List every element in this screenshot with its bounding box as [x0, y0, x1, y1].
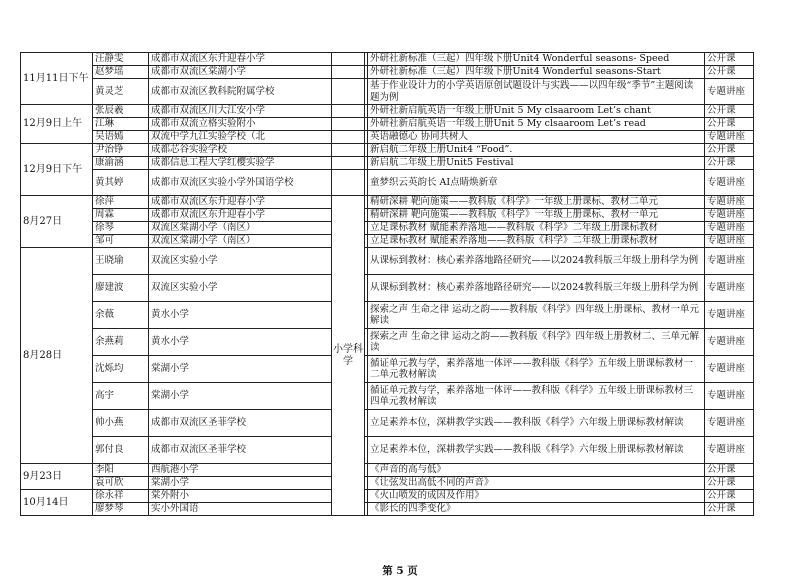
table-row: [21, 66, 754, 79]
school-name: 黄水小学: [149, 329, 332, 356]
session-type: 专题讲座: [705, 356, 754, 383]
teacher-name: 廖建波: [93, 275, 149, 302]
subject-cell: [332, 53, 365, 66]
session-type: 公开课: [705, 105, 754, 118]
session-date: 8月27日: [21, 196, 93, 248]
topic-title: 外研社新启航英语一年级上册Unit 5 My clsaaroom Let’s chant: [368, 105, 705, 118]
table-row: [21, 490, 754, 503]
session-date: 10月14日: [21, 490, 93, 516]
session-type: 专题讲座: [705, 196, 754, 209]
teacher-name: 江琳: [93, 118, 149, 131]
session-type: 公开课: [705, 503, 754, 516]
session-type: 公开课: [705, 53, 754, 66]
schedule-sheet: [20, 52, 746, 516]
topic-title: 立足课标教材 赋能素养落地——教科版《科学》二年级上册课标教材: [368, 235, 705, 248]
teacher-name: 周霖: [93, 209, 149, 222]
session-type: 专题讲座: [705, 410, 754, 437]
table-row: [21, 105, 754, 118]
school-name: 成都市双流区圣菲学校: [149, 410, 332, 437]
session-type: 公开课: [705, 144, 754, 157]
session-type: 公开课: [705, 477, 754, 490]
school-name: 成都市双流立格实验附小: [149, 118, 332, 131]
teacher-name: 徐萍: [93, 196, 149, 209]
teacher-name: 郭付良: [93, 437, 149, 464]
table-row: [21, 464, 754, 477]
school-name: 成都芯谷实验学校: [149, 144, 332, 157]
subject-cell: [332, 118, 365, 131]
table-row: [21, 410, 754, 437]
school-name: 双流中学九江实验学校（北: [149, 131, 332, 144]
table-row: [21, 235, 754, 248]
topic-title: 立足素养本位，深耕教学实践——教科版《科学》六年级上册课标教材解读: [368, 437, 705, 464]
topic-title: 探索之声 生命之律 运动之韵——教科版《科学》四年级上册教材二、三单元解读: [368, 329, 705, 356]
subject-cell: [332, 144, 365, 157]
topic-title: 外研社新标准（三起）四年级下册Unit4 Wonderful seasons-Start: [368, 66, 705, 79]
teacher-name: 黄灵芝: [93, 79, 149, 105]
session-date: 8月28日: [21, 248, 93, 464]
school-name: 成都市双流区教科院附属学校: [149, 79, 332, 105]
teacher-name: 黄其婷: [93, 170, 149, 196]
table-row: [21, 53, 754, 66]
teacher-name: 廖梦琴: [93, 503, 149, 516]
teacher-name: 李阳: [93, 464, 149, 477]
session-type: 专题讲座: [705, 209, 754, 222]
session-type: 专题讲座: [705, 79, 754, 105]
school-name: 成都市双流区东升迎春小学: [149, 196, 332, 209]
subject-cell: [332, 157, 365, 170]
topic-title: 英语融德心 协同共树人: [368, 131, 705, 144]
table-row: [21, 329, 754, 356]
table-row: [21, 79, 754, 105]
teacher-name: 王晓瑜: [93, 248, 149, 275]
subject-cell: [332, 105, 365, 118]
topic-title: 外研社新启航英语一年级上册Unit 5 My clsaaroom Let’s read: [368, 118, 705, 131]
school-name: 棠湖小学: [149, 383, 332, 410]
topic-title: 童梦织云英韵长 AI点睛焕新章: [368, 170, 705, 196]
school-name: 双流区棠湖小学（南区）: [149, 222, 332, 235]
table-row: [21, 222, 754, 235]
school-name: 成都市双流区东升迎春小学: [149, 209, 332, 222]
topic-title: 探索之声 生命之律 运动之韵——教科版《科学》四年级上册课标、教材一单元解读: [368, 302, 705, 329]
teacher-name: 汪静雯: [93, 53, 149, 66]
subject-cell: [332, 66, 365, 79]
session-type: 公开课: [705, 66, 754, 79]
subject-cell: [332, 131, 365, 144]
school-name: 成都市双流区实验小学外国语学校: [149, 170, 332, 196]
page-number: 第 5 页: [382, 565, 418, 577]
table-row: [21, 157, 754, 170]
school-name: 成都市双流区棠湖小学: [149, 66, 332, 79]
table-row: [21, 477, 754, 490]
teacher-name: 赵梦瑶: [93, 66, 149, 79]
table-row: [21, 275, 754, 302]
teacher-name: 尹治铮: [93, 144, 149, 157]
topic-title: 循证单元教与学，素养落地一体评——教科版《科学》五年级上册课标教材三四单元教材解读: [368, 383, 705, 410]
session-type: 专题讲座: [705, 222, 754, 235]
teacher-name: 帅小燕: [93, 410, 149, 437]
session-type: 公开课: [705, 157, 754, 170]
table-row: [21, 356, 754, 383]
teacher-name: 沈烁均: [93, 356, 149, 383]
topic-title: 精研深耕 靶向施策——教科版《科学》一年级上册课标、教材一单元: [368, 209, 705, 222]
topic-title: 基于作业设计力的小学英语原创试题设计与实践——以四年级“季节”主题阅读题为例: [368, 79, 705, 105]
teacher-name: 高宇: [93, 383, 149, 410]
session-type: 专题讲座: [705, 275, 754, 302]
session-type: 专题讲座: [705, 437, 754, 464]
table-row: [21, 209, 754, 222]
topic-title: 立足素养本位，深耕教学实践——教科版《科学》六年级上册课标教材解读: [368, 410, 705, 437]
table-row: [21, 383, 754, 410]
schedule-table: [20, 52, 754, 516]
session-type: 公开课: [705, 118, 754, 131]
subject-cell: [332, 170, 365, 196]
table-row: [21, 170, 754, 196]
session-type: 专题讲座: [705, 131, 754, 144]
session-type: 专题讲座: [705, 170, 754, 196]
school-name: 棠湖小学: [149, 356, 332, 383]
school-name: 西航港小学: [149, 464, 332, 477]
topic-title: 立足课标教材 赋能素养落地——教科版《科学》二年级上册课标教材: [368, 222, 705, 235]
school-name: 棠湖小学: [149, 477, 332, 490]
topic-title: 《影长的四季变化》: [368, 503, 705, 516]
topic-title: 新启航二年级上册Unit4 “Food”.: [368, 144, 705, 157]
teacher-name: 康渝涵: [93, 157, 149, 170]
school-name: 双流区实验小学: [149, 248, 332, 275]
school-name: 成都市双流区圣菲学校: [149, 437, 332, 464]
topic-title: 《声音的高与低》: [368, 464, 705, 477]
session-type: 专题讲座: [705, 302, 754, 329]
table-row: [21, 118, 754, 131]
table-row: [21, 196, 754, 209]
topic-title: 新启航二年级上册Unit5 Festival: [368, 157, 705, 170]
session-type: 专题讲座: [705, 248, 754, 275]
school-name: 双流区棠湖小学（南区）: [149, 235, 332, 248]
teacher-name: 徐琴: [93, 222, 149, 235]
teacher-name: 徐永祥: [93, 490, 149, 503]
topic-title: 外研社新标准（三起）四年级下册Unit4 Wonderful seasons- Speed: [368, 53, 705, 66]
table-row: [21, 437, 754, 464]
school-name: 棠外附小: [149, 490, 332, 503]
session-date: 11月11日下午: [21, 53, 93, 105]
topic-title: 从课标到教材：核心素养落地路径研究——以2024教科版三年级上册科学为例: [368, 248, 705, 275]
table-row: [21, 131, 754, 144]
school-name: 成都信息工程大学红樱实验学: [149, 157, 332, 170]
session-date: 12月9日下午: [21, 144, 93, 196]
teacher-name: 邹可: [93, 235, 149, 248]
school-name: 黄水小学: [149, 302, 332, 329]
topic-title: 《让弦发出高低不同的声音》: [368, 477, 705, 490]
session-type: 公开课: [705, 464, 754, 477]
table-row: [21, 144, 754, 157]
topic-title: 从课标到教材：核心素养落地路径研究——以2024教科版三年级上册科学为例: [368, 275, 705, 302]
table-row: [21, 503, 754, 516]
session-type: 专题讲座: [705, 329, 754, 356]
session-date: 12月9日上午: [21, 105, 93, 144]
session-type: 公开课: [705, 490, 754, 503]
teacher-name: 袁可欣: [93, 477, 149, 490]
teacher-name: 张辰羲: [93, 105, 149, 118]
session-date: 9月23日: [21, 464, 93, 490]
school-name: 成都市双流区川大江安小学: [149, 105, 332, 118]
teacher-name: 余薇: [93, 302, 149, 329]
school-name: 实小外国语: [149, 503, 332, 516]
topic-title: 精研深耕 靶向施策——教科版《科学》一年级上册课标、教材二单元: [368, 196, 705, 209]
table-row: [21, 248, 754, 275]
school-name: 成都市双流区东升迎春小学: [149, 53, 332, 66]
school-name: 双流区实验小学: [149, 275, 332, 302]
teacher-name: 吴语嫣: [93, 131, 149, 144]
subject-cell: [332, 79, 365, 105]
teacher-name: 余燕莉: [93, 329, 149, 356]
session-type: 专题讲座: [705, 235, 754, 248]
subject-label: 小学科学: [332, 196, 365, 516]
session-type: 专题讲座: [705, 383, 754, 410]
topic-title: 《火山喷发的成因及作用》: [368, 490, 705, 503]
topic-title: 循证单元教与学，素养落地一体评——教科版《科学》五年级上册课标教材一二单元教材解读: [368, 356, 705, 383]
table-row: [21, 302, 754, 329]
